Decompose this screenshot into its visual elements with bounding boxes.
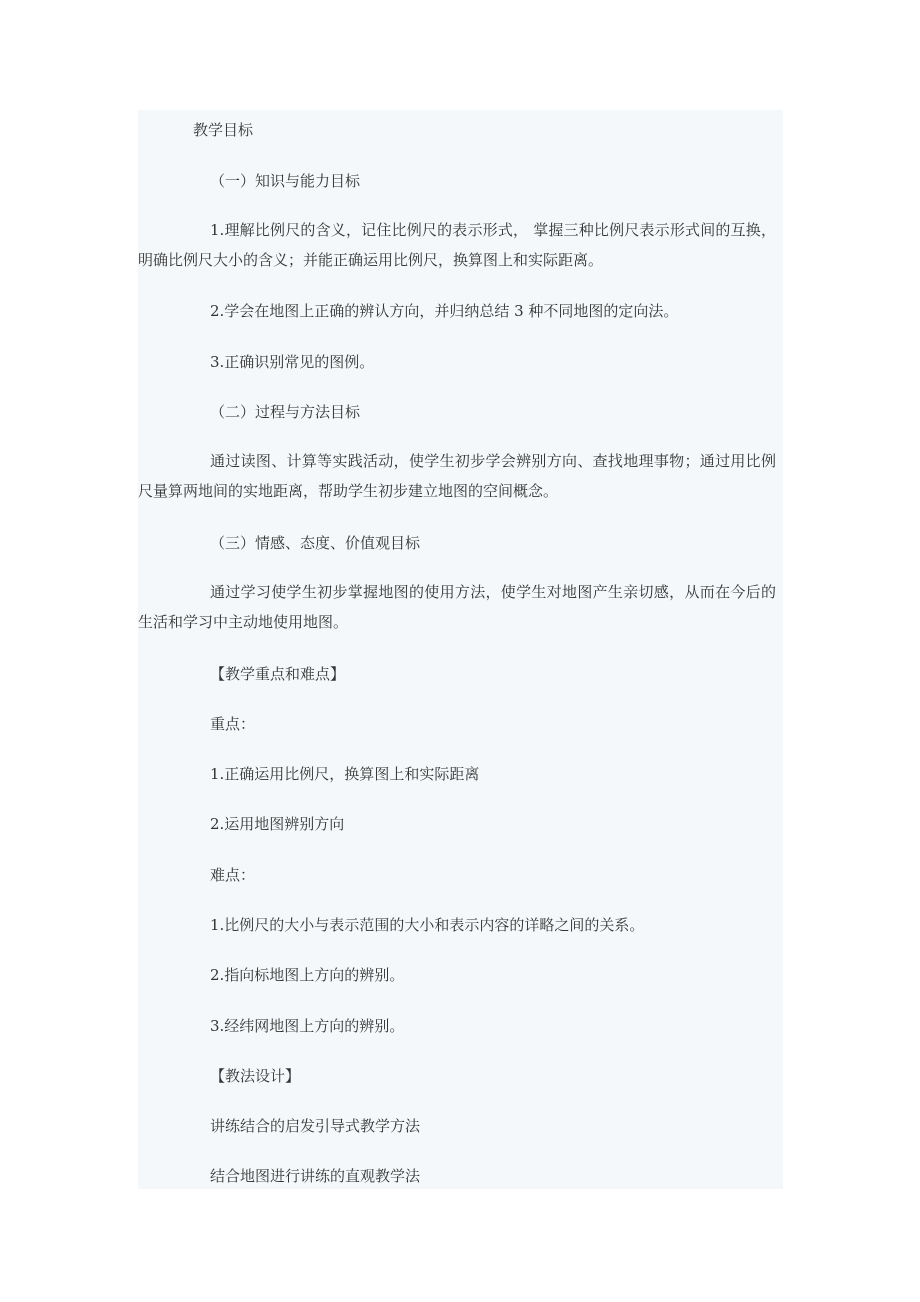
method-title: 【教法设计】	[210, 1067, 301, 1085]
document-panel	[138, 110, 783, 1189]
key-point-2: 2.运用地图辨别方向	[210, 815, 345, 833]
difficult-label: 难点：	[210, 866, 256, 884]
process-text: 通过读图、计算等实践活动，使学生初步学会辨别方向、查找地理事物；通过用比例尺量算两地间的实地距离，帮助学生初步建立地图的空间概念。	[138, 452, 776, 500]
heading-teaching-objectives: 教学目标	[193, 121, 254, 139]
difficult-point-3: 3.经纬网地图上方向的辨别。	[210, 1017, 405, 1035]
section-emotion-title: （三）情感、态度、价值观目标	[210, 534, 421, 552]
emotion-text: 通过学习使学生初步掌握地图的使用方法，使学生对地图产生亲切感，从而在今后的生活和学习中主动地使用地图。	[138, 583, 776, 631]
section-knowledge-title: （一）知识与能力目标	[210, 172, 361, 190]
objective-2: 2.学会在地图上正确的辨认方向，并归纳总结 3 种不同地图的定向法。	[210, 302, 679, 320]
key-point-1: 1.正确运用比例尺，换算图上和实际距离	[210, 765, 480, 783]
method-2: 结合地图进行讲练的直观教学法	[210, 1167, 421, 1185]
difficult-point-1: 1.比例尺的大小与表示范围的大小和表示内容的详略之间的关系。	[210, 916, 645, 934]
section-process-title: （二）过程与方法目标	[210, 403, 361, 421]
key-points-title: 【教学重点和难点】	[210, 665, 346, 683]
method-1: 讲练结合的启发引导式教学方法	[210, 1117, 421, 1135]
key-label: 重点：	[210, 715, 256, 733]
difficult-point-2: 2.指向标地图上方向的辨别。	[210, 966, 405, 984]
objective-3: 3.正确识别常见的图例。	[210, 353, 375, 371]
objective-1: 1.理解比例尺的含义，记住比例尺的表示形式， 掌握三种比例尺表示形式间的互换，明确比例尺大小的含义；并能正确运用比例尺，换算图上和实际距离。	[138, 221, 776, 269]
